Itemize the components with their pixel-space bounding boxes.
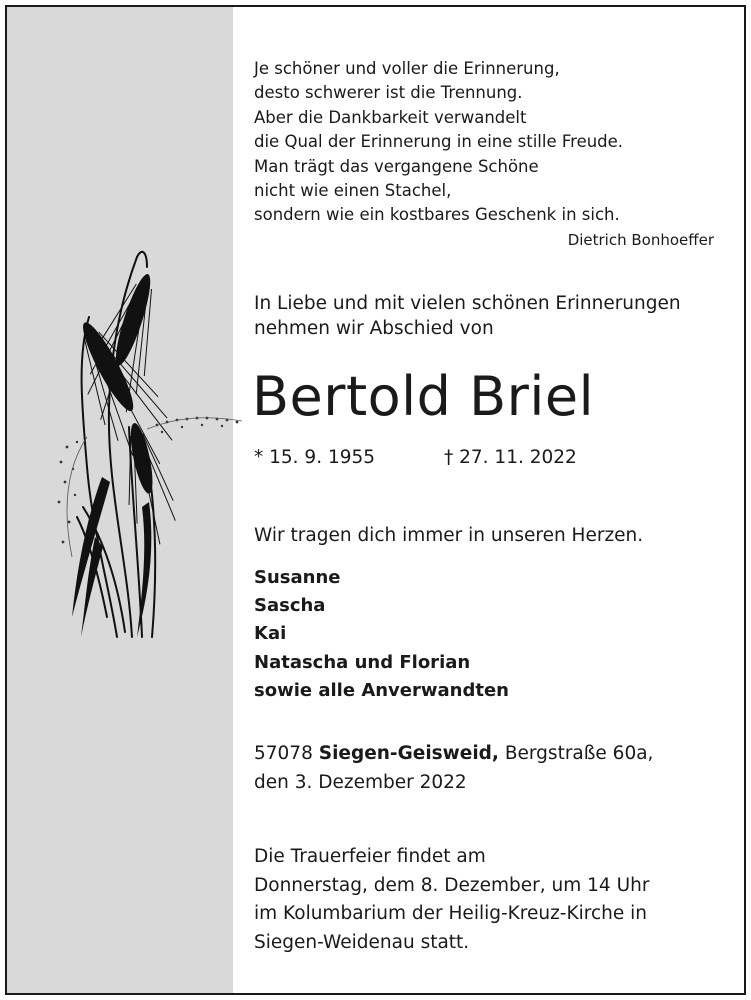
postcode: 57078 (254, 743, 313, 764)
family-member: Kai (254, 623, 287, 645)
city: Siegen-Geisweid, (318, 743, 499, 764)
service-line: im Kolumbarium der Heilig-Kreuz-Kirche in (254, 903, 647, 924)
family-member: Natascha und Florian (254, 651, 471, 673)
poem-line: Man trägt das vergangene Schöne (254, 156, 539, 176)
date-line: den 3. Dezember 2022 (254, 771, 467, 793)
service-line: Siegen-Weidenau statt. (254, 931, 470, 953)
street: Bergstraße 60a, (504, 743, 654, 764)
address-line (254, 740, 653, 769)
birth-date: * 15. 9. 1955 (254, 447, 376, 468)
family-list (254, 564, 509, 705)
poem-line: desto schwerer ist die Trennung. (254, 83, 523, 103)
wheat-ears-icon (47, 237, 267, 657)
poem-line: sondern wie ein kostbares Geschenk in sich. (254, 205, 620, 225)
obituary-frame (5, 5, 746, 995)
poem (254, 57, 623, 228)
intro-line: nehmen wir Abschied von (254, 318, 494, 339)
death-date: † 27. 11. 2022 (444, 447, 577, 468)
service-line: Donnerstag, dem 8. Dezember, um 14 Uhr (254, 874, 650, 896)
family-member: sowie alle Anverwandten (254, 679, 509, 701)
service-line: Die Trauerfeier findet am (254, 846, 486, 867)
poem-line: nicht wie einen Stachel, (254, 181, 452, 201)
intro-line: In Liebe und mit vielen schönen Erinnerungen (254, 293, 681, 314)
family-member: Susanne (254, 567, 341, 588)
poem-author: Dietrich Bonhoeffer (567, 231, 714, 249)
farewell-intro (254, 291, 681, 341)
poem-line: Je schöner und voller die Erinnerung, (254, 59, 560, 78)
address (254, 740, 653, 797)
deceased-name: Bertold Briel (252, 365, 595, 428)
poem-line: Aber die Dankbarkeit verwandelt (254, 107, 527, 127)
funeral-service (254, 843, 649, 957)
poem-line: die Qual der Erinnerung in eine stille Freude. (254, 132, 624, 152)
family-member: Sascha (254, 595, 326, 617)
motto: Wir tragen dich immer in unseren Herzen. (254, 525, 644, 546)
